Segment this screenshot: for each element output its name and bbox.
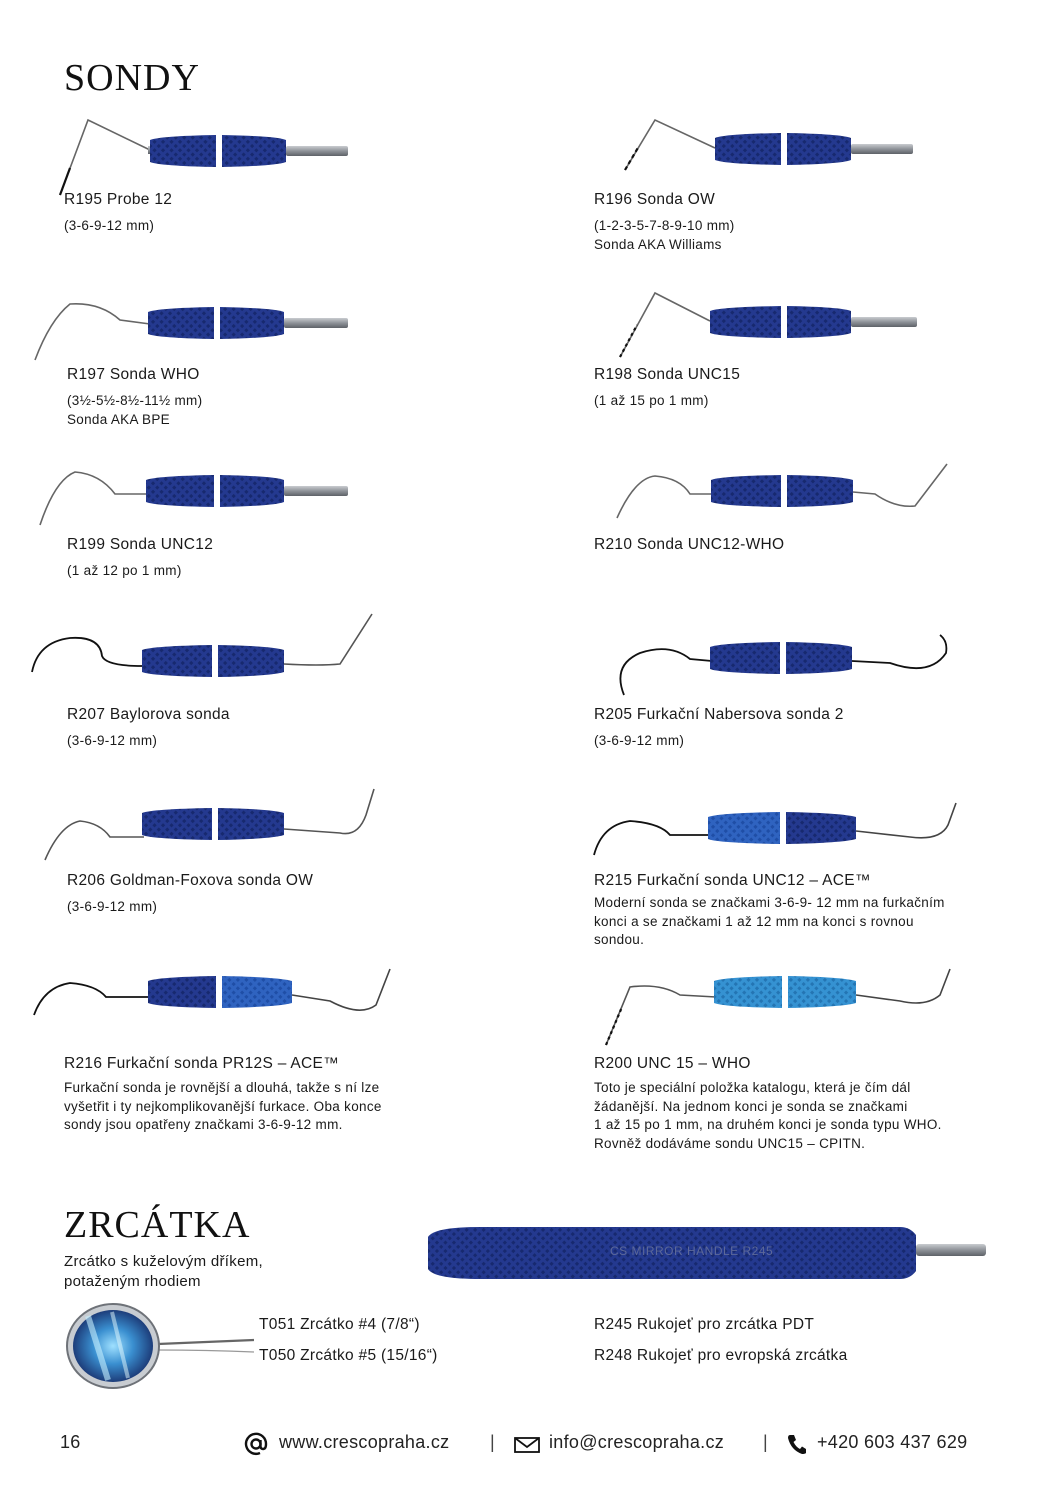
phone-number[interactable]: +420 603 437 629 (817, 1432, 968, 1452)
envelope-icon (514, 1437, 540, 1453)
email-link[interactable]: info@crescopraha.cz (549, 1432, 725, 1452)
mirror-head-image (58, 1300, 258, 1395)
mirror-handle-engraving: CS MIRROR HANDLE R245 (610, 1244, 774, 1258)
product-r195-spec: (3-6-9-12 mm) (64, 218, 155, 233)
mirrors-intro-line-2: potaženým rhodiem (64, 1273, 201, 1290)
product-r196-note: Sonda AKA Williams (594, 237, 722, 252)
probe-r205-image (610, 625, 955, 705)
mirror-item-r248: R248 Rukojeť pro evropská zrcátka (594, 1347, 848, 1364)
product-r216-desc-3: sondy jsou opatřeny značkami 3-6-9-12 mm. (64, 1117, 343, 1132)
at-icon (244, 1432, 268, 1456)
product-r207-code: R207 Baylorova sonda (67, 706, 230, 723)
probe-r197-image (30, 290, 360, 370)
mirror-handle-image (420, 1215, 1000, 1290)
product-r198-code: R198 Sonda UNC15 (594, 366, 741, 383)
product-r200-desc-2: žádanější. Na jednom konci je sonda se značkami (594, 1098, 908, 1114)
probe-r210-image (605, 458, 955, 538)
product-r200-desc-3: 1 až 15 po 1 mm, na druhém konci je sonda typu WHO. (594, 1117, 942, 1132)
product-r205-spec: (3-6-9-12 mm) (594, 733, 685, 748)
mirror-item-t050: T050 Zrcátko #5 (15/16“) (259, 1347, 438, 1364)
product-r199-spec: (1 až 12 po 1 mm) (67, 563, 182, 578)
product-r216-code: R216 Furkační sonda PR12S – ACE™ (64, 1055, 339, 1072)
product-r198-spec: (1 až 15 po 1 mm) (594, 393, 709, 408)
product-r197-code: R197 Sonda WHO (67, 366, 200, 383)
footer-separator-1: | (490, 1432, 495, 1452)
section-title-mirrors: ZRCÁTKA (64, 1204, 251, 1246)
product-r207-spec: (3-6-9-12 mm) (67, 733, 158, 748)
phone-icon (787, 1433, 807, 1455)
product-r215-desc-3: sondou. (594, 932, 645, 947)
product-r196-code: R196 Sonda OW (594, 191, 716, 208)
product-r200-desc-4: Rovněž dodáváme sondu UNC15 – CPITN. (594, 1135, 866, 1151)
product-r216-desc-1: Furkační sonda je rovnější a dlouhá, takže s ní lze (64, 1080, 380, 1095)
product-r206-code: R206 Goldman-Foxova sonda OW (67, 872, 314, 889)
product-r215-code: R215 Furkační sonda UNC12 – ACE™ (594, 872, 871, 889)
product-r215-desc-1: Moderní sonda se značkami 3-6-9- 12 mm na furkačním (594, 895, 945, 910)
product-r196-spec: (1-2-3-5-7-8-9-10 mm) (594, 218, 735, 233)
probe-r207-image (30, 610, 380, 700)
product-r200-desc-1: Toto je speciální položka katalogu, která je čím dál (594, 1080, 911, 1095)
product-r215-desc-2: konci a se značkami 1 až 12 mm na konci s rovnou (594, 913, 914, 929)
probe-r200-image (600, 965, 960, 1050)
section-title-probes: SONDY (64, 57, 200, 99)
product-r197-spec: (3½-5½-8½-11½ mm) (67, 393, 203, 408)
product-r205-code: R205 Furkační Nabersova sonda 2 (594, 706, 844, 723)
product-r206-spec: (3-6-9-12 mm) (67, 899, 158, 914)
mirror-item-r245: R245 Rukojeť pro zrcátka PDT (594, 1316, 815, 1333)
footer-separator-2: | (763, 1432, 768, 1452)
probe-r199-image (30, 460, 360, 535)
product-r216-desc-2: vyšetřit i ty nejkomplikovanější furkace. Oba konce (64, 1098, 382, 1114)
mirrors-intro-line-1: Zrcátko s kuželovým dříkem, (64, 1253, 263, 1270)
probe-r198-image (605, 285, 935, 365)
page-footer (0, 1428, 1058, 1458)
probe-r206-image (40, 785, 385, 870)
mirrors-intro (64, 1252, 263, 1292)
website-link[interactable]: www.crescopraha.cz (279, 1432, 450, 1452)
probe-r195-image (40, 110, 370, 200)
page-number: 16 (60, 1432, 81, 1452)
probe-r196-image (605, 110, 935, 200)
product-r210-code: R210 Sonda UNC12-WHO (594, 536, 785, 553)
product-r199-code: R199 Sonda UNC12 (67, 536, 214, 553)
mirror-item-t051: T051 Zrcátko #4 (7/8“) (259, 1316, 420, 1333)
probe-r216-image (30, 965, 395, 1045)
product-r195-code: R195 Probe 12 (64, 191, 173, 208)
probe-r215-image (590, 795, 960, 870)
product-r200-code: R200 UNC 15 – WHO (594, 1055, 751, 1072)
product-r197-note: Sonda AKA BPE (67, 412, 170, 427)
